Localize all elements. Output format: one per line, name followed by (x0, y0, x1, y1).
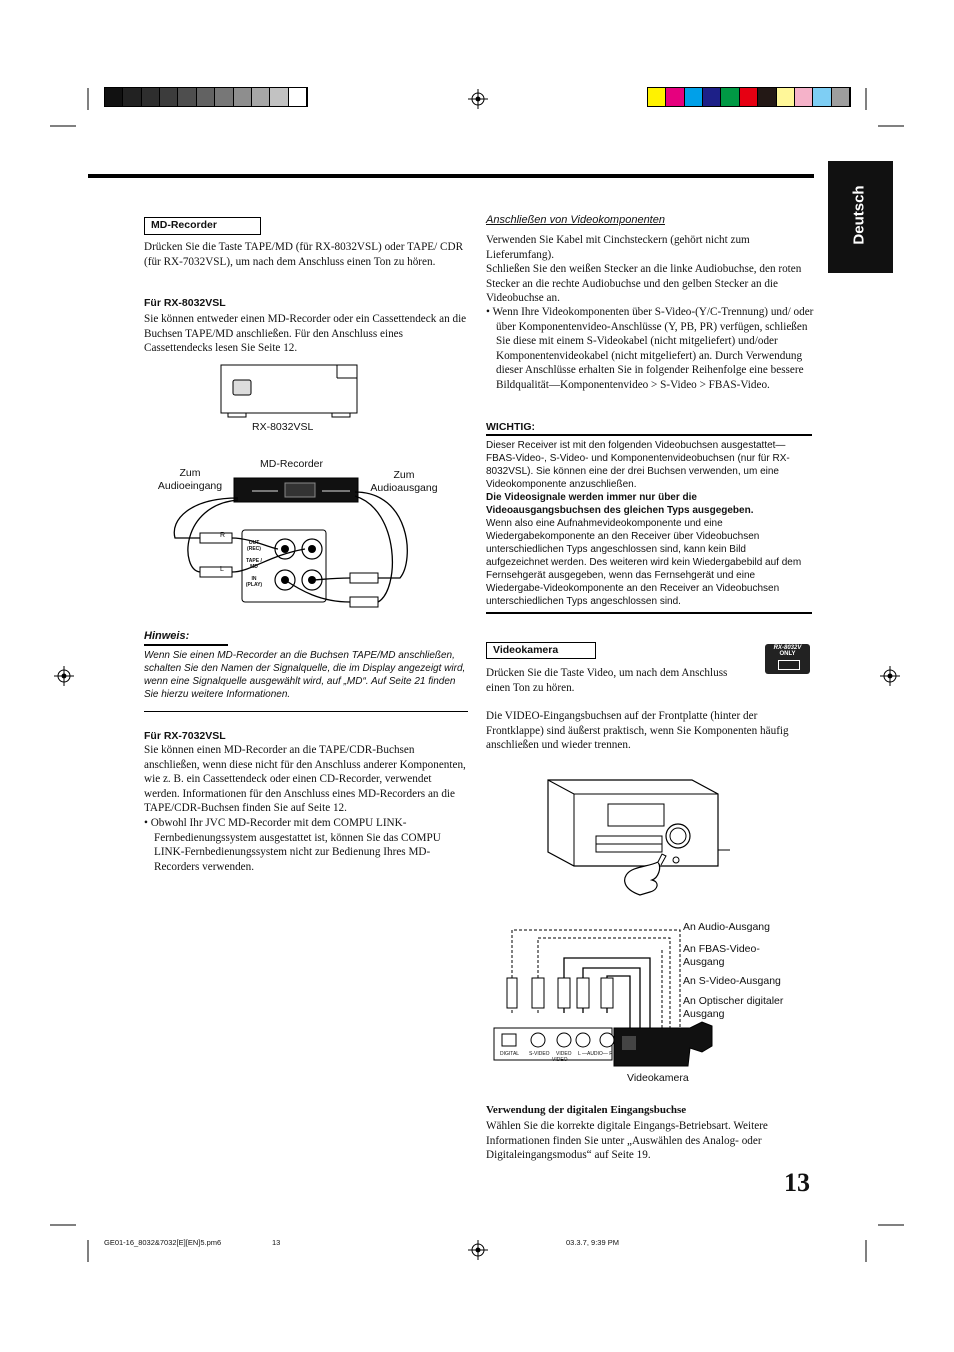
rx7032-text: Sie können einen MD-Recorder an die TAPE/CDR-Buchsen anschließen, wenn diese nicht für den Anschluss anderer Komponenten, wie z. B. ein Cassettendeck oder einen CD-Recorder, verwendet werden. Informationen für den Anschluss eines MD-Recorders an die TAPE/CDR-Buchsen finden Sie auf Seite 12. (144, 744, 466, 815)
top-rule (88, 174, 814, 178)
audio-out-label: An Audio-Ausgang (683, 921, 770, 933)
note-title: Hinweis: (144, 630, 190, 642)
video-bullet: • Wenn Ihre Videokomponenten über S-Video-(Y/C-Trennung) und/ oder über Komponentenvideo-Anschlüsse (Y, PB, PR) verfügen, schließen Sie diese mit einem S-Videokabel (nicht mitgeliefert) und/oder Komponentenvideokabel (nicht mitgeliefert) an. Durch Verwendung dieser Anschlüsse erhalten Sie in folgender Reihenfolge eine bessere Bildqualität—Komponentenvideo > S-Video > FBAS-Video. (486, 306, 814, 391)
registration-mark-right (880, 666, 900, 686)
panel-svideo-label: S-VIDEO (529, 1051, 550, 1057)
badge-line2: ONLY (779, 651, 796, 657)
camcorder-label: Videokamera (627, 1072, 689, 1084)
registration-mark-top (468, 89, 488, 109)
md-recorder-title: MD-Recorder (144, 217, 261, 235)
footer-page: 13 (272, 1238, 281, 1247)
plug-l-label: L (220, 566, 224, 573)
important-top-rule (486, 434, 812, 436)
jack-tape-label: TAPE / MD (246, 558, 262, 570)
page-number: 13 (784, 1168, 810, 1197)
language-tab-label: Deutsch (850, 185, 868, 245)
svideo-out-label: An S-Video-Ausgang (683, 975, 781, 987)
badge-line1: RX-8032V (773, 645, 802, 651)
to-audio-output-label: Zum Audioausgang (370, 469, 438, 494)
panel-audio-label: L —AUDIO— R (578, 1051, 613, 1057)
registration-mark-left (54, 666, 74, 686)
video-p2: Schließen Sie den weißen Stecker an die linke Audiobuchse, den roten Stecker an die rechte Audiobuchse und den gelben Stecker an die Videobuchse an. (486, 263, 802, 305)
rx8032-text: Sie können entweder einen MD-Recorder oder ein Cassettendeck an die Buchsen TAPE/MD anschließen. Für den Anschluss eines Cassettendecks lesen Sie Seite 12. (144, 313, 467, 355)
rx8032-heading: Für RX-8032VSL (144, 297, 226, 309)
receiver-front-illustration (540, 770, 730, 900)
video-p1: Verwenden Sie Kabel mit Cinchsteckern (gehört nicht zum Lieferumfang). (486, 234, 750, 261)
footer-date: 03.3.7, 9:39 PM (566, 1238, 619, 1247)
important-bottom-rule (486, 612, 812, 614)
note-text: Wenn Sie einen MD-Recorder an die Buchsen TAPE/MD anschließen, schalten Sie den Namen der Signalquelle, die im Display angezeigt wird, wenn eine Signalquelle ausgewählt wird, auf „MD“. Auf Seite 21 finden Sie hierzu weitere Informationen. (144, 650, 466, 700)
important-p2: Wenn also eine Aufnahmevideokomponente und eine Wiedergabekomponente an den Receiver über Videobuchsen unterschiedlichen Typs angeschlossen sind, kann kein Bild aufgezeichnet werden. Des weiteren wird kein Wiedergabebild auf dem Fernsehgerät ausgegeben, wenn das Fernsehgerät und eine Wiedergabe-Videokomponente an den Receiver an Videobuchsen unterschiedlichen Typs angeschlossen sind. (486, 518, 802, 607)
panel-video-group-label: VIDEO (552, 1057, 568, 1063)
note-underline (144, 644, 228, 646)
video-section-title: Anschließen von Videokomponenten (486, 214, 665, 226)
important-title: WICHTIG: (486, 421, 535, 433)
panel-video-label: VIDEO (556, 1051, 572, 1057)
fbas-out-label: An FBAS-Video- Ausgang (683, 943, 760, 968)
panel-digital-label: DIGITAL (500, 1051, 520, 1057)
md-recorder-label: MD-Recorder (260, 458, 324, 470)
digital-input-heading: Verwendung der digitalen Eingangsbuchse (486, 1104, 687, 1116)
important-bold: Die Videosignale werden immer nur über die Videoausgangsbuchsen des gleichen Typs ausgegeben. (486, 492, 754, 516)
md-intro: Drücken Sie die Taste TAPE/MD (für RX-8032VSL) oder TAPE/ CDR (für RX-7032VSL), um nach dem Anschluss einen Ton zu hören. (144, 241, 464, 268)
receiver-label: RX-8032VSL (252, 421, 314, 433)
badge-receiver-icon (778, 660, 800, 670)
registration-mark-bottom (468, 1240, 488, 1260)
important-p1: Dieser Receiver ist mit den folgenden Videobuchsen ausgestattet—FBAS-Video-, S-Video- und Komponentenvideobuchsen (nur für RX-8032VSL). Sie können eine der drei Buchsen verwenden, um eine Videokomponente anzuschließen. (486, 440, 790, 490)
to-audio-input-label: Zum Audioeingang (157, 467, 223, 492)
camcorder-p1: Drücken Sie die Taste Video, um nach dem Anschluss einen Ton zu hören. (486, 667, 728, 694)
rx7032-bullet: • Obwohl Ihr JVC MD-Recorder mit dem COMPU LINK-Fernbedienungssystem ausgestattet ist, können Sie das COMPU LINK-Fernbedienungssystem nicht zur Bedienung Ihres MD-Recorders verwenden. (144, 817, 441, 873)
plug-r-label: R (220, 532, 226, 539)
rx7032-heading: Für RX-7032VSL (144, 730, 226, 742)
optical-out-label: An Optischer digitaler Ausgang (683, 995, 784, 1020)
left-divider (144, 711, 468, 712)
jack-out-label: OUT (REC) (247, 540, 261, 552)
jack-in-label: IN (PLAY) (245, 576, 263, 588)
camcorder-p2: Die VIDEO-Eingangsbuchsen auf der Frontplatte (hinter der Frontklappe) sind äußerst praktisch, wenn Sie Komponenten häufig anschließen und wieder trennen. (486, 710, 789, 752)
digital-input-text: Wählen Sie die korrekte digitale Eingangs-Betriebsart. Weitere Informationen finden Sie unter „Auswählen des Analog- oder Digitaleingangsmodus“ auf Seite 19. (486, 1120, 768, 1162)
footer-file: GE01-16_8032&7032[E][EN]5.pm6 (104, 1238, 222, 1247)
camcorder-connection-diagram (490, 918, 720, 1068)
camcorder-title: Videokamera (486, 642, 596, 659)
